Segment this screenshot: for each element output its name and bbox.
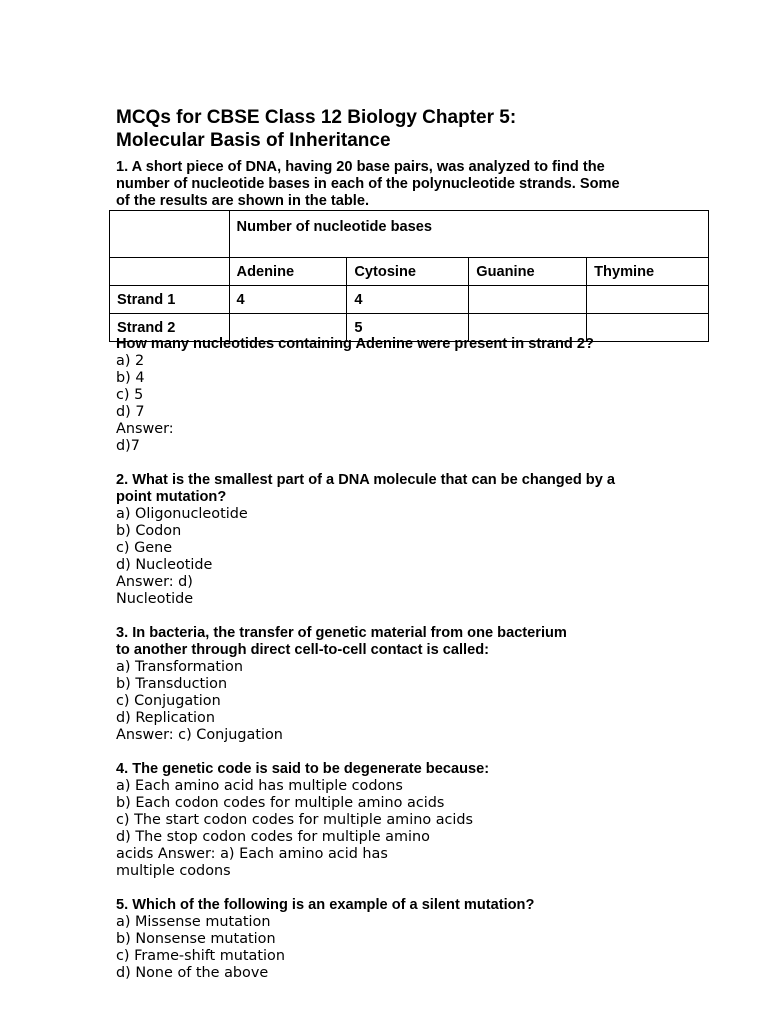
option-item: b) Transduction — [116, 676, 228, 692]
questions-body — [116, 336, 736, 982]
question-line: 3. In bacteria, the transfer of genetic material from one bacterium — [116, 625, 567, 641]
column-header-adenine: Adenine — [229, 258, 347, 286]
answer-line: Answer: d) — [116, 574, 193, 590]
question-1-prompt: How many nucleotides containing Adenine were present in strand 2? — [116, 336, 594, 352]
option-item: b) Nonsense mutation — [116, 931, 276, 947]
table-cell — [469, 286, 587, 314]
option-item: a) Transformation — [116, 659, 243, 675]
table-row — [110, 286, 709, 314]
spacer — [116, 744, 736, 761]
table-cell — [587, 286, 709, 314]
option-item: c) 5 — [116, 387, 144, 403]
option-item: d) The stop codon codes for multiple amino — [116, 829, 430, 845]
question-line: 2. What is the smallest part of a DNA molecule that can be changed by a — [116, 472, 616, 488]
document-page — [116, 106, 716, 981]
option-item: b) 4 — [116, 370, 145, 386]
option-item: a) 2 — [116, 353, 145, 369]
option-item: a) Missense mutation — [116, 914, 271, 930]
page-title — [116, 106, 716, 152]
option-item: c) Frame-shift mutation — [116, 948, 285, 964]
question-line: number of nucleotide bases in each of the polynucleotide strands. Some — [116, 176, 620, 192]
option-item: d) None of the above — [116, 965, 269, 981]
question-line: of the results are shown in the table. — [116, 193, 370, 209]
option-item: d) Replication — [116, 710, 215, 726]
option-item: d) Nucleotide — [116, 557, 213, 573]
column-header-thymine: Thymine — [587, 258, 709, 286]
table-cell: 4 — [347, 286, 469, 314]
answer-line: Nucleotide — [116, 591, 194, 607]
option-item: a) Oligonucleotide — [116, 506, 248, 522]
table-cell — [110, 258, 230, 286]
answer-line: Answer: c) Conjugation — [116, 727, 283, 743]
option-item: b) Codon — [116, 523, 182, 539]
option-item: a) Each amino acid has multiple codons — [116, 778, 403, 794]
question-4-text: 4. The genetic code is said to be degenerate because: — [116, 761, 490, 777]
column-header-cytosine: Cytosine — [347, 258, 469, 286]
table-corner-cell — [110, 211, 230, 258]
question-line: to another through direct cell-to-cell contact is called: — [116, 642, 490, 658]
table-cell: 4 — [229, 286, 347, 314]
answer-line: acids Answer: a) Each amino acid has — [116, 846, 388, 862]
title-line-2: Molecular Basis of Inheritance — [116, 130, 391, 151]
answer-line: d)7 — [116, 438, 140, 454]
option-item: d) 7 — [116, 404, 145, 420]
question-1-text — [116, 159, 716, 210]
spacer — [116, 455, 736, 472]
table-columns-row — [110, 258, 709, 286]
table-cell: 5 — [347, 314, 469, 342]
title-line-1: MCQs for CBSE Class 12 Biology Chapter 5: — [116, 107, 517, 128]
question-2-text — [116, 472, 736, 506]
row-label: Strand 1 — [110, 286, 230, 314]
question-3-text — [116, 625, 736, 659]
question-5-text: 5. Which of the following is an example of a silent mutation? — [116, 897, 535, 913]
option-item: c) Gene — [116, 540, 173, 556]
question-line: point mutation? — [116, 489, 227, 505]
answer-line: multiple codons — [116, 863, 231, 879]
nucleotide-bases-table — [109, 210, 709, 342]
column-header-guanine: Guanine — [469, 258, 587, 286]
table-header-span: Number of nucleotide bases — [229, 211, 708, 258]
spacer — [116, 880, 736, 897]
answer-line: Answer: — [116, 421, 174, 437]
spacer — [116, 608, 736, 625]
table-header-row — [110, 211, 709, 258]
option-item: c) Conjugation — [116, 693, 221, 709]
option-item: b) Each codon codes for multiple amino acids — [116, 795, 445, 811]
question-line: 1. A short piece of DNA, having 20 base pairs, was analyzed to find the — [116, 159, 605, 175]
option-item: c) The start codon codes for multiple amino acids — [116, 812, 474, 828]
row-label: Strand 2 — [110, 314, 230, 342]
